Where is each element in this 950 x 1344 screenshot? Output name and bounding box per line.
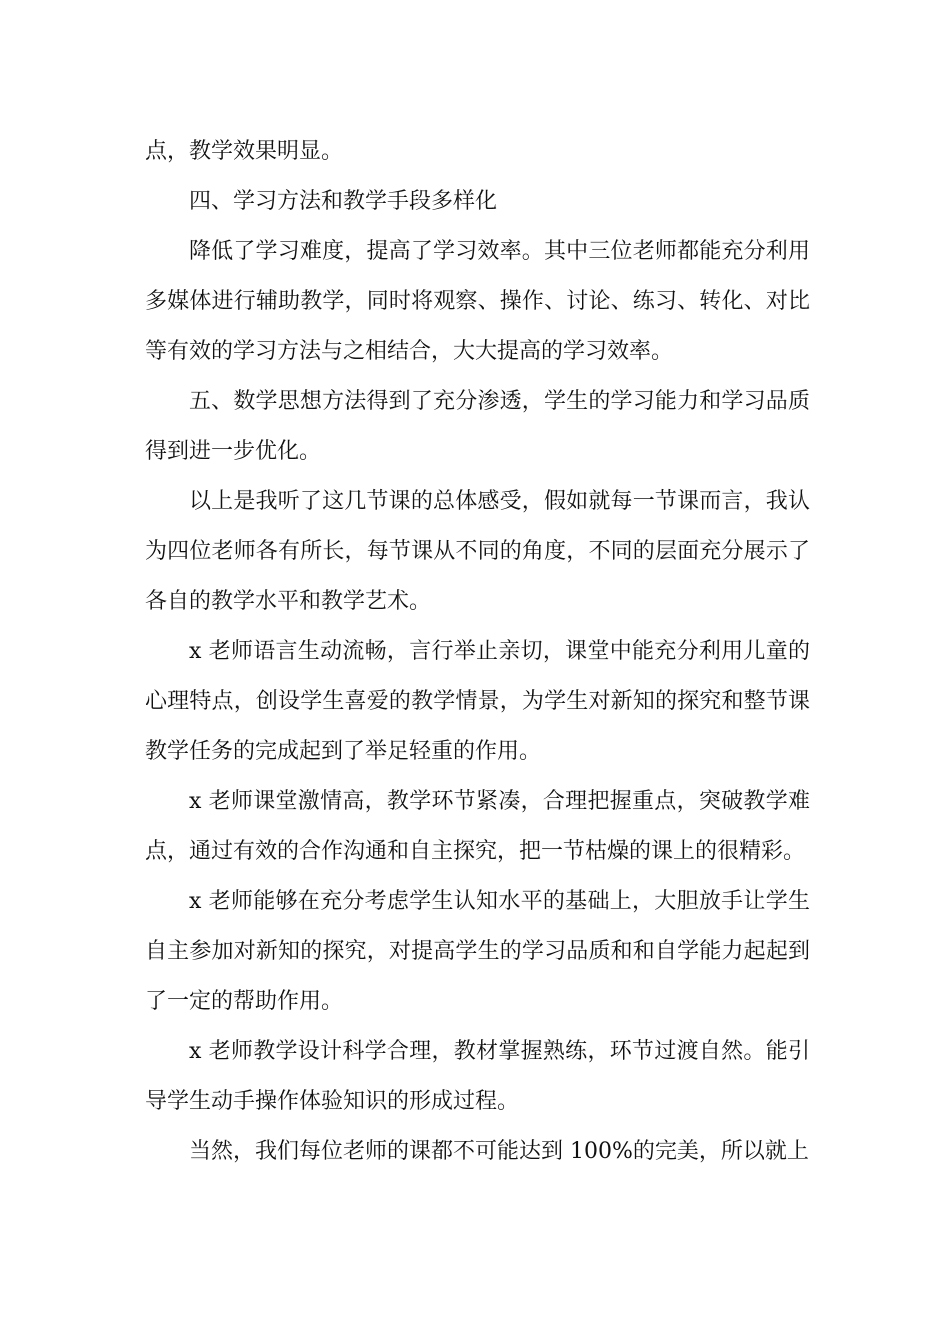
section-heading-five: 五、数学思想方法得到了充分渗透，学生的学习能力和学习品质得到进一步优化。 [145,389,810,464]
paragraph-teacher-one: x 老师语言生动流畅，言行举止亲切，课堂中能充分利用儿童的心理特点，创设学生喜爱的教学情景，为学生对新知的探究和整节课教学任务的完成起到了举足轻重的作用。 [145,639,810,764]
paragraph-teacher-two: x 老师课堂激情高，教学环节紧凑，合理把握重点，突破教学难点，通过有效的合作沟通和自主探究，把一节枯燥的课上的很精彩。 [145,789,810,864]
paragraph-continuation: 点，教学效果明显。 [145,139,344,164]
document-body [145,127,810,1177]
paragraph-teacher-four: x 老师教学设计科学合理，教材掌握熟练，环节过渡自然。能引导学生动手操作体验知识的形成过程。 [145,1039,810,1114]
paragraph-overall-impression: 以上是我听了这几节课的总体感受，假如就每一节课而言，我认为四位老师各有所长，每节课从不同的角度，不同的层面充分展示了各自的教学水平和教学艺术。 [145,489,810,614]
paragraph-learning-methods: 降低了学习难度，提高了学习效率。其中三位老师都能充分利用多媒体进行辅助教学，同时将观察、操作、讨论、练习、转化、对比等有效的学习方法与之相结合，大大提高的学习效率。 [145,239,810,364]
paragraph-teacher-three: x 老师能够在充分考虑学生认知水平的基础上，大胆放手让学生自主参加对新知的探究，对提高学生的学习品质和和自学能力起起到了一定的帮助作用。 [145,889,810,1014]
section-heading-four: 四、学习方法和教学手段多样化 [189,189,498,214]
paragraph-conclusion-start: 当然，我们每位老师的课都不可能达到 100%的完美，所以就上 [189,1139,809,1164]
